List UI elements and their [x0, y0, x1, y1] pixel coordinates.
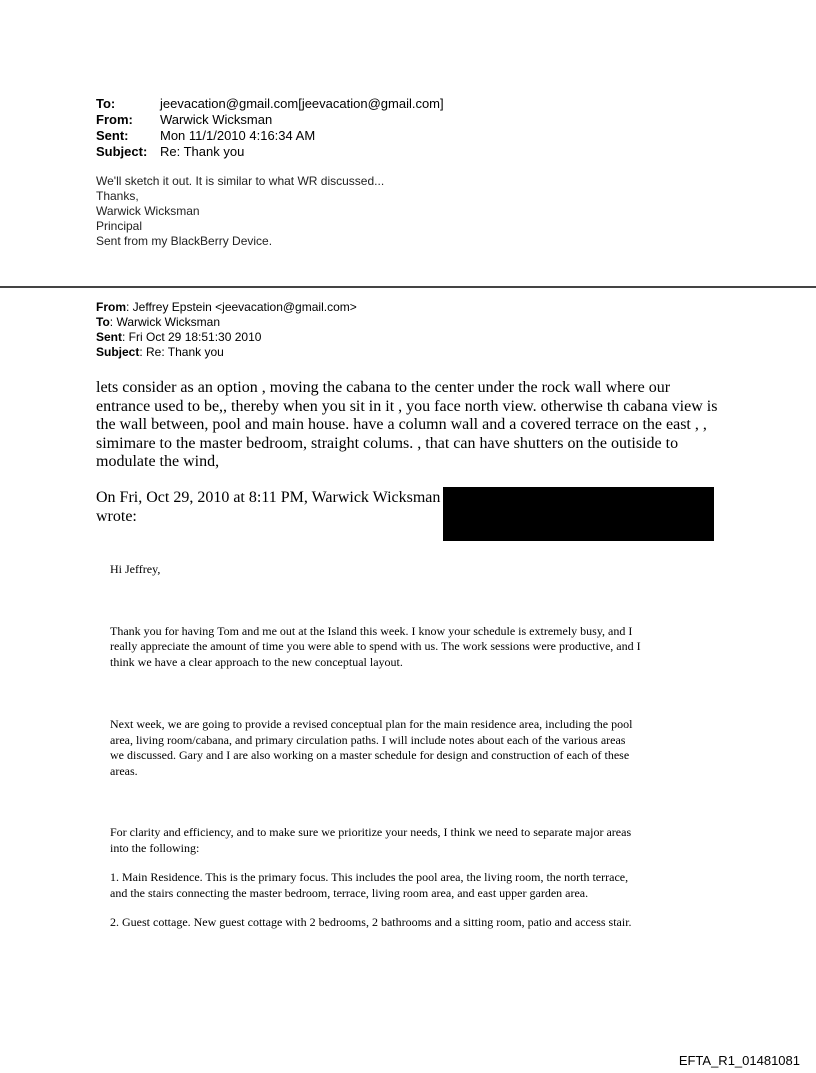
reply-subject-row [96, 345, 357, 360]
reply-from-label: From [96, 300, 126, 314]
paragraph-line: Thank you for having Tom and me out at the Island this week. I know your schedule is extremely busy, and I [110, 623, 633, 638]
reply-message [96, 379, 736, 472]
email-header-reply [96, 300, 357, 360]
paragraph-line: and the stairs connecting the master bedroom, terrace, living room area, and east upper garden area. [110, 885, 589, 900]
reply-sent-row [96, 330, 357, 345]
quote-attribution-wrote: wrote: [96, 508, 137, 525]
header-key-subject: Subject: [96, 144, 148, 159]
section-divider [0, 286, 816, 288]
quoted-paragraph-1 [110, 624, 730, 671]
paragraph-line: area, living room/cabana, and primary circulation paths. I will include notes about each of the various areas [110, 732, 626, 747]
paragraph-line: we discussed. Gary and I are also working on a master schedule for design and construction of each of these [110, 748, 630, 762]
body-line: Sent from my BlackBerry Device. [96, 234, 273, 248]
email-body-top [96, 174, 384, 249]
quoted-paragraph-2 [110, 717, 730, 779]
redaction-box [443, 487, 714, 541]
reply-sent-value: : Fri Oct 29 18:51:30 2010 [122, 330, 262, 344]
list-item-guest-cottage [110, 915, 730, 931]
body-line: Warwick Wicksman [96, 204, 200, 218]
paragraph-line: areas. [110, 763, 138, 778]
quoted-greeting: Hi Jeffrey, [110, 562, 161, 576]
message-line: simimare to the master bedroom, straight colums. , that can have shutters on the outiside to [96, 434, 679, 452]
paragraph-line: 1. Main Residence. This is the primary focus. This includes the pool area, the living room, the north terrace, [110, 870, 629, 884]
paragraph-line: think we have a clear approach to the new conceptual layout. [110, 654, 403, 669]
reply-to-value: : Warwick Wicksman [109, 315, 221, 329]
header-key-from: From: [96, 112, 133, 127]
message-line: entrance used to be,, thereby when you sit in it , you face north view. otherwise th cabana view is [96, 397, 718, 415]
reply-to-row [96, 315, 357, 330]
header-row-subject [96, 144, 444, 160]
quote-attribution-line: On Fri, Oct 29, 2010 at 8:11 PM, Warwick Wicksman [96, 489, 441, 506]
paragraph-line: For clarity and efficiency, and to make sure we prioritize your needs, I think we need to separate major areas [110, 825, 632, 839]
quoted-message [110, 562, 730, 931]
message-line: the wall between, pool and main house. have a column wall and a covered terrace on the east , , [96, 416, 707, 433]
message-line: modulate the wind, [96, 453, 220, 470]
header-value-to: jeevacation@gmail.com[jeevacation@gmail.com] [160, 96, 444, 111]
paragraph-line: into the following: [110, 840, 200, 855]
paragraph-line: 2. Guest cottage. New guest cottage with 2 bedrooms, 2 bathrooms and a sitting room, patio and access stair. [110, 915, 632, 929]
reply-subject-value: : Re: Thank you [139, 345, 224, 359]
body-line: Thanks, [96, 189, 139, 203]
header-key-to: To: [96, 96, 116, 111]
body-line: We'll sketch it out. It is similar to what WR discussed... [96, 174, 385, 188]
reply-sent-label: Sent [96, 330, 123, 344]
paragraph-line: Next week, we are going to provide a revised conceptual plan for the main residence area, including the pool [110, 717, 633, 731]
header-row-to [96, 96, 444, 112]
header-value-sent: Mon 11/1/2010 4:16:34 AM [160, 128, 316, 143]
header-row-sent [96, 128, 444, 144]
reply-from-row [96, 300, 357, 315]
header-value-subject: Re: Thank you [160, 144, 245, 159]
reply-to-label: To [96, 315, 110, 329]
email-header-top [96, 96, 444, 160]
quoted-paragraph-3 [110, 825, 730, 856]
header-value-from: Warwick Wicksman [160, 112, 273, 127]
document-id: EFTA_R1_01481081 [678, 1053, 800, 1068]
message-line: lets consider as an option , moving the cabana to the center under the rock wall where our [96, 379, 671, 396]
header-key-sent: Sent: [96, 128, 129, 143]
reply-from-value: : Jeffrey Epstein <jeevacation@gmail.com> [126, 300, 357, 314]
header-row-from [96, 112, 444, 128]
list-item-main-residence [110, 870, 730, 901]
body-line: Principal [96, 219, 143, 233]
quote-attribution [96, 488, 440, 526]
reply-subject-label: Subject [96, 345, 140, 359]
paragraph-line: really appreciate the amount of time you were able to spend with us. The work sessions were productive, and I [110, 639, 641, 653]
